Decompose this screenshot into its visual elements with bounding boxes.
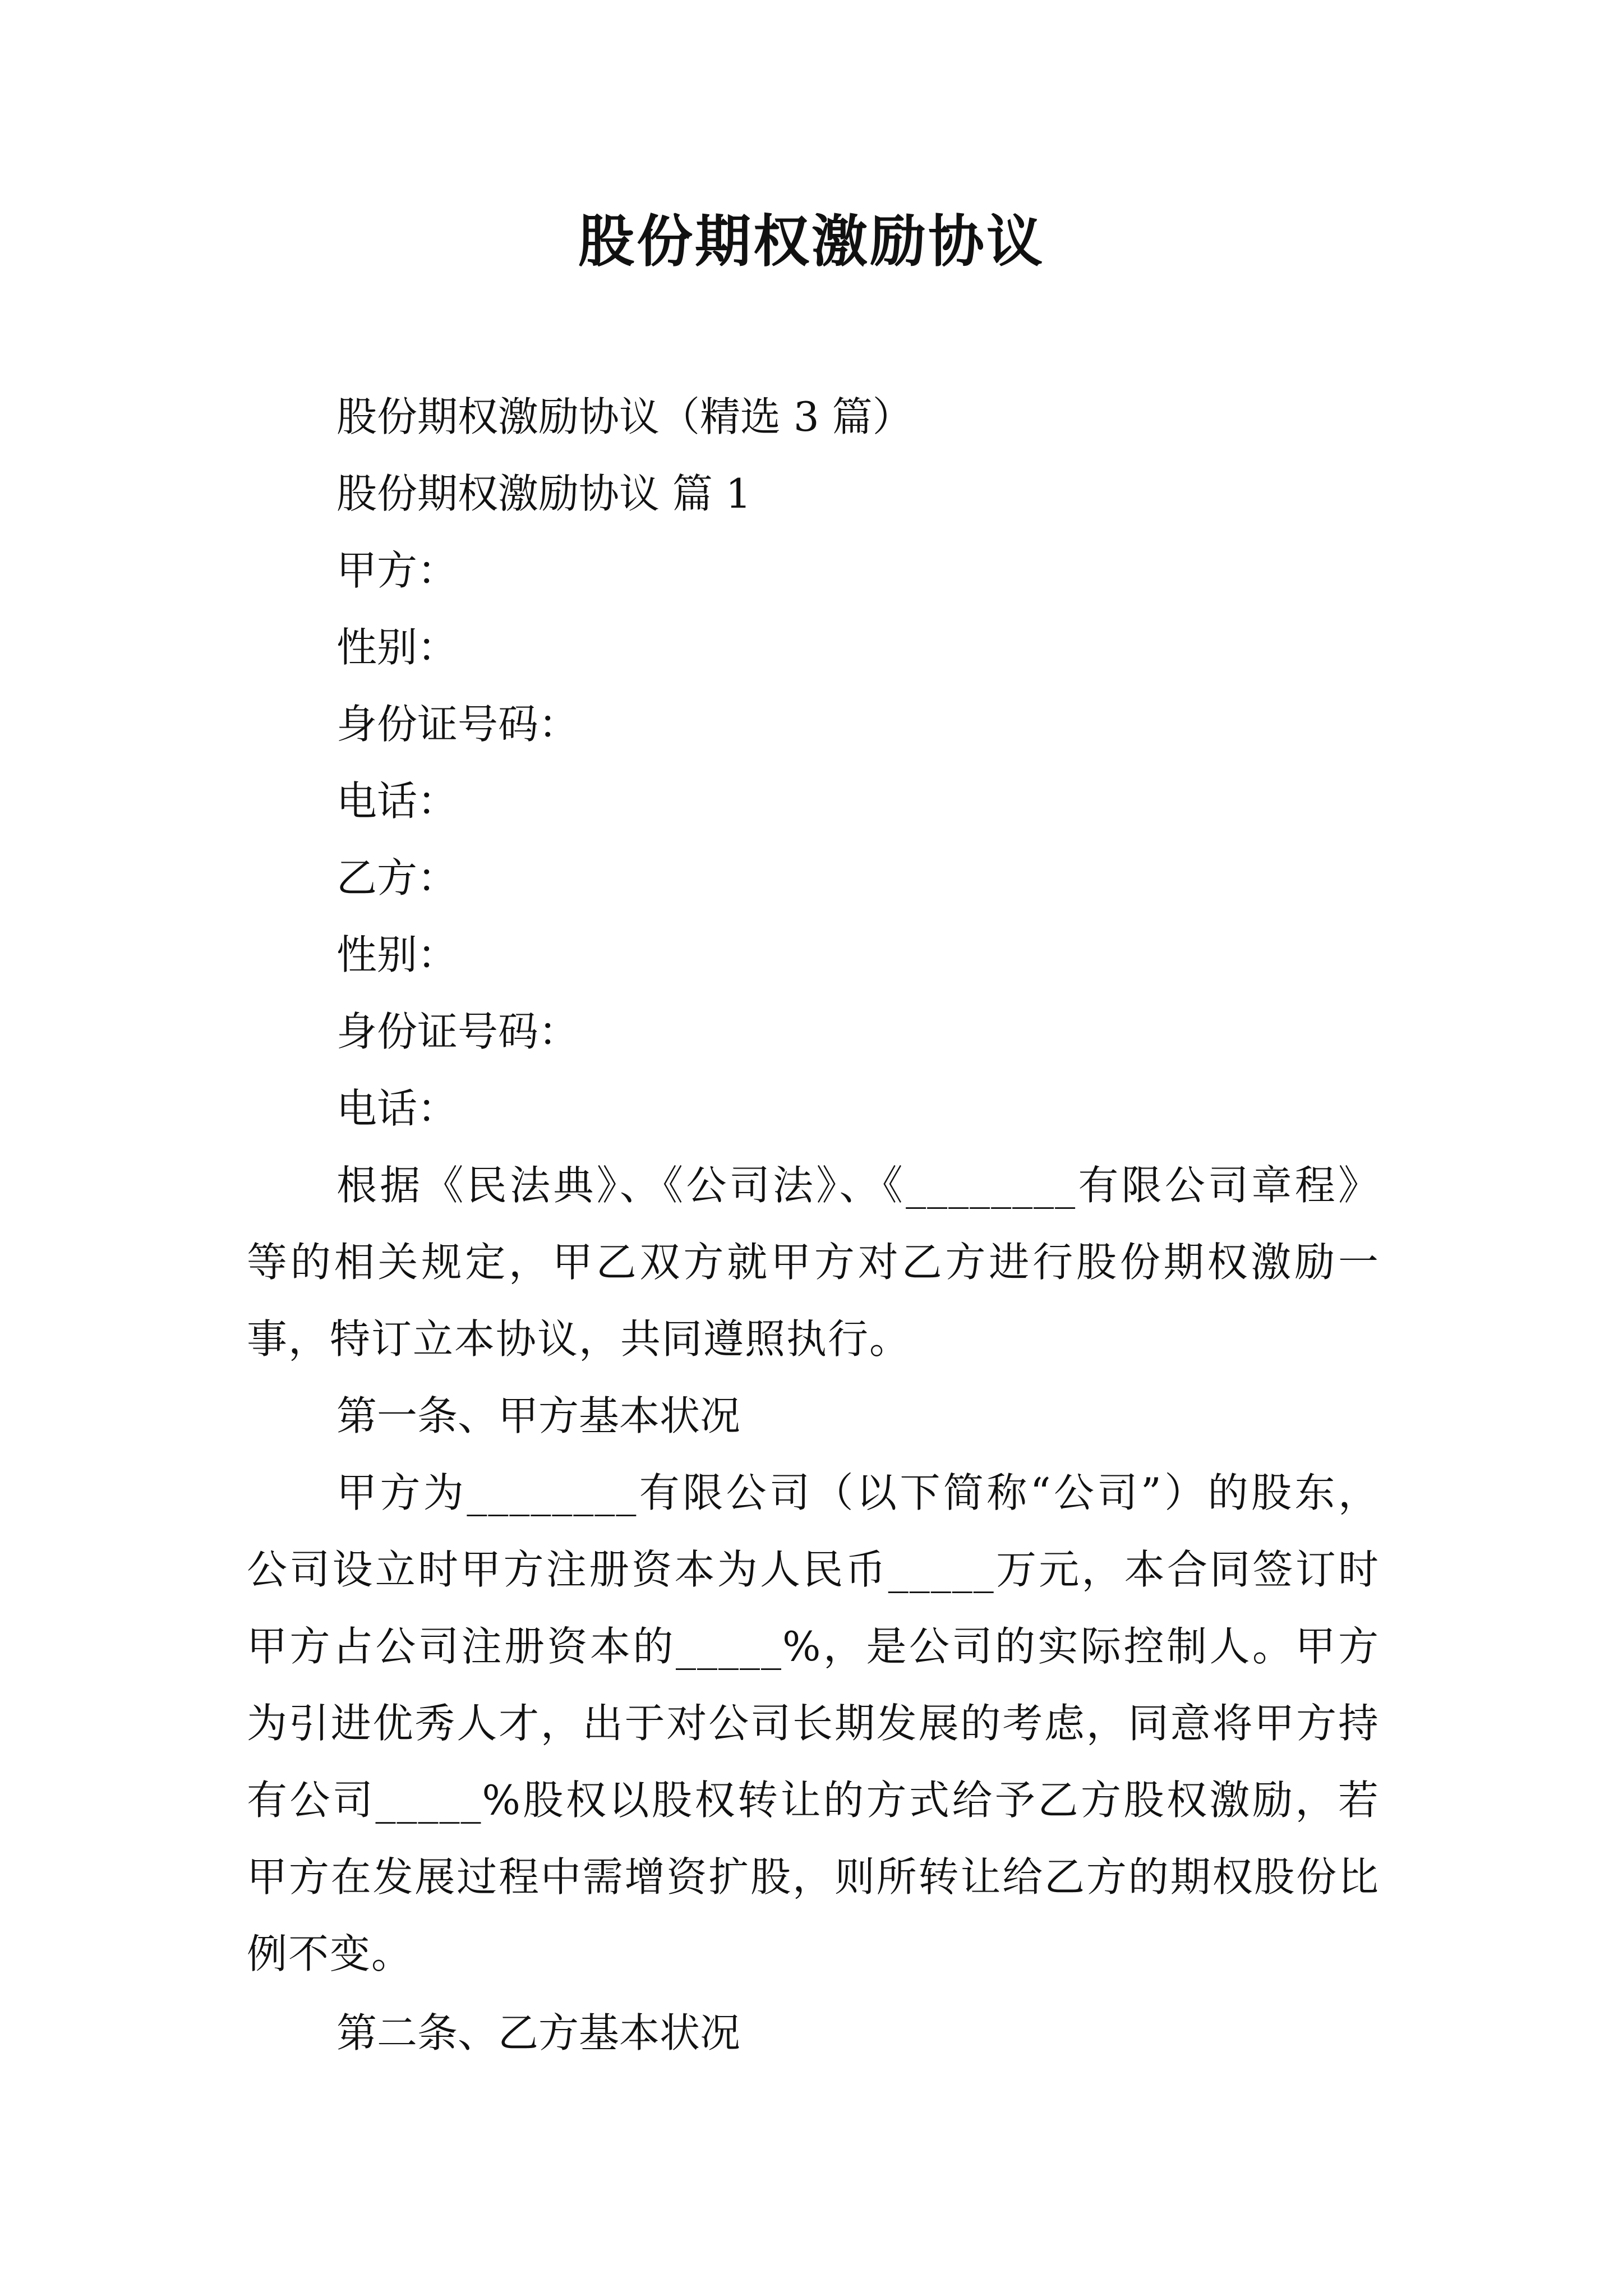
party-a-label: 甲方： [336,547,458,594]
party-a-id-number: 身份证号码： [336,701,579,748]
article-2-heading: 第二条、乙方基本状况 [336,2009,741,2056]
intro-paragraph: 根据《民法典》、《公司法》、《________有限公司章程》等的相关规定，甲乙双方就甲方对乙方进行股份期权激励一事，特订立本协议，共同遵照执行。 [247,1162,1380,1363]
party-b-id-number: 身份证号码： [336,1008,579,1055]
document-body [247,379,1380,2072]
party-b-gender: 性别： [336,931,458,978]
party-a-phone: 电话： [336,777,458,825]
article-1-text: 甲方为________有限公司（以下简称“公司”）的股东，公司设立时甲方注册资本为人民币_____万元，本合同签订时甲方占公司注册资本的_____%，是公司的实际控制人。甲方为引进优秀人才，出于对公司长期发展的考虑，同意将甲方持有公司_____%股权以股权转让的方式给予乙方股权激励，若甲方在发展过程中需增资扩股，则所转让给乙方的期权股份比例不变。 [247,1469,1380,1977]
party-b-label: 乙方： [336,854,458,901]
party-a-gender: 性别： [336,624,458,671]
section-heading: 股份期权激励协议 篇 1 [336,470,751,517]
document-subtitle: 股份期权激励协议（精选 3 篇） [336,393,913,440]
article-1-heading: 第一条、甲方基本状况 [336,1392,741,1439]
party-b-phone: 电话： [336,1085,458,1132]
document-title: 股份期权激励协议 [578,208,1045,274]
